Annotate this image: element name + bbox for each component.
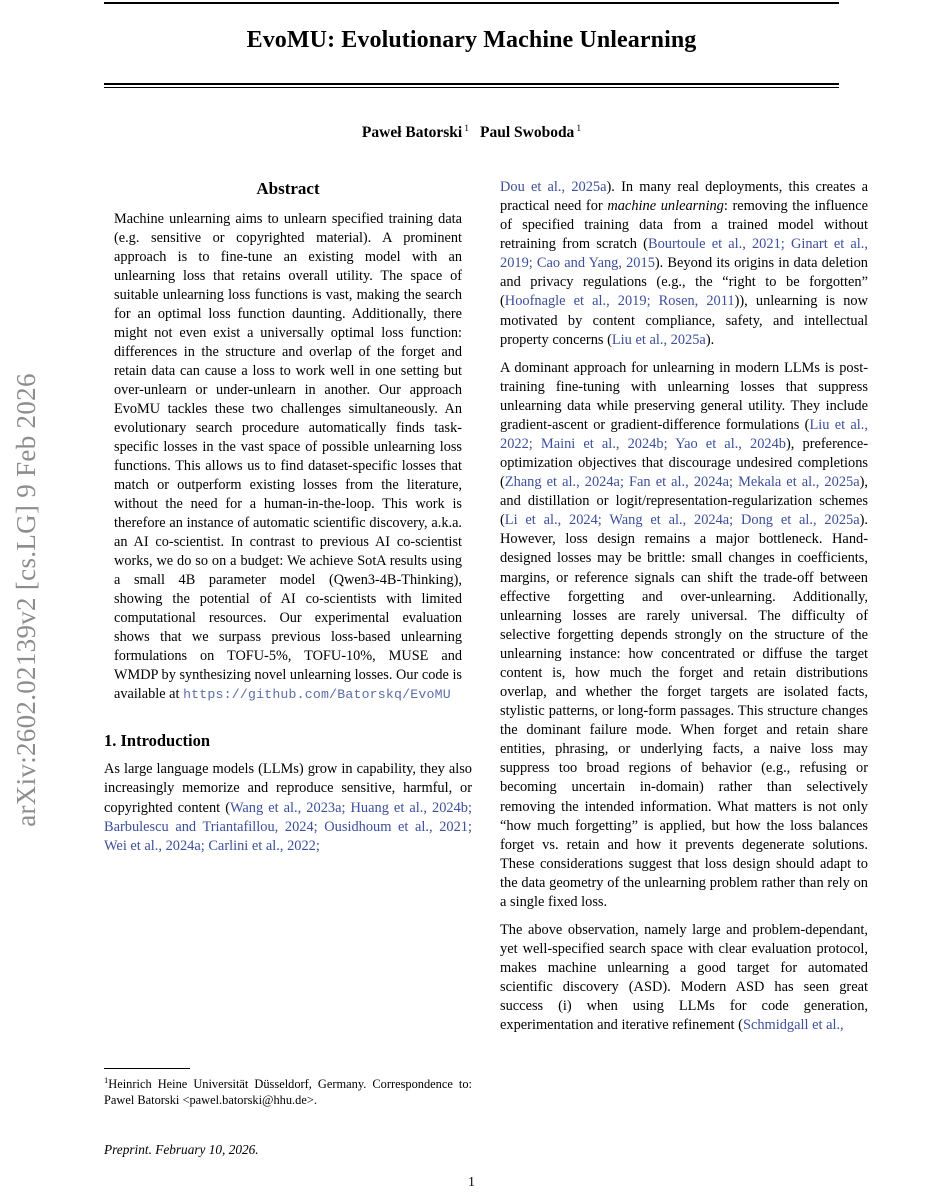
- intro-paragraph-1: [104, 760, 472, 855]
- body-text: )), unlearning is now motivated by content compliance, safety, and intellectual property concerns (: [500, 293, 868, 348]
- footnote-affiliation: Heinrich Heine Universität Düsseldorf, Germany. Correspondence to: Pawel Batorski <pawel.batorski@hhu.de>.: [104, 1077, 472, 1108]
- right-paragraph-2: [500, 359, 868, 912]
- author-affiliation-marker: 1: [464, 124, 469, 134]
- body-text: A dominant approach for unlearning in modern LLMs is post-training fine-tuning with unlearning losses that suppress unlearning data while preserving general utility. They include gradient-ascent or gradient-difference formulations (: [500, 359, 868, 433]
- header-rule-under-title-upper: [104, 83, 839, 85]
- author-name: Paul Swoboda: [479, 124, 575, 142]
- abstract-text: Machine unlearning aims to unlearn specified training data (e.g. sensitive or copyrighted material). A prominent approach is to fine-tune an existing model with an unlearning loss that retains overall utility. The space of suitable unlearning loss functions is vast, making the search for an optimal loss function daunting. Additionally, there might not even exist a universally optimal loss function: differences in the structure and overlap of the forget and retain data can cause a loss to work well in one setting but over-unlearn or under-unlearn in another. Our approach EvoMU tackles these two challenges simultaneously. An evolutionary search procedure automatically finds task-specific losses in the vast space of possible unlearning loss functions. This allows us to find dataset-specific losses that match or outperform existing losses from the literature, without the need for a human-in-the-loop. This work is therefore an instance of automatic scientific discovery, a.k.a. an AI co-scientist. In contrast to previous AI co-scientist works, we do so on a budget: We achieve SotA results using a small 4B parameter model (Qwen3-4B-Thinking), showing the potential of AI co-scientists with limited computational resources. Our experimental evaluation shows that we surpass previous loss-based unlearning formulations on TOFU-5%, TOFU-10%, MUSE and WMDP by synthesizing novel unlearning losses. Our code is available at: [114, 210, 462, 702]
- footnote-text: [104, 1075, 472, 1109]
- body-text: ), and distillation or logit/representation-regularization schemes (: [500, 474, 868, 529]
- body-text: ).: [705, 331, 715, 348]
- citation-group[interactable]: Dou et al., 2025a: [500, 179, 607, 195]
- code-url-link[interactable]: https://github.com/Batorskq/EvoMU: [183, 686, 451, 702]
- body-text: The above observation, namely large and problem-dependant, yet well-specified search space with clear evaluation protocol, makes machine unlearning a good target for automated scientific discovery (ASD). Modern ASD has seen great success (i) when using LLMs for code generation, experimentation and iterative refinement (: [500, 921, 868, 1034]
- right-column: [500, 178, 868, 1044]
- preprint-notice: Preprint. February 10, 2026.: [104, 1142, 259, 1157]
- citation-group[interactable]: Liu et al., 2025a: [611, 331, 706, 348]
- citation-group[interactable]: Hoofnagle et al., 2019; Rosen, 2011: [504, 293, 735, 310]
- abstract-heading: Abstract: [256, 179, 320, 198]
- section-heading-introduction: 1. Introduction: [104, 730, 211, 750]
- left-column: [104, 178, 472, 856]
- page-number: 1: [468, 1174, 475, 1189]
- footnote-marker: 1: [104, 1075, 109, 1085]
- body-text: ). However, loss design remains a major bottleneck. Hand-designed losses may be brittle: small changes in coefficients, margins, or reference signals can shift the trade-off between effective forgetting and over-unlearning. Additionally, unlearning losses are rarely universal. The difficulty of selective forgetting depends strongly on the structure of the unlearning instance: how concentrated or diffuse the target content is, how much the forget and retain distributions overlap, and whether the forget targets are isolated facts, stylistic patterns, or long-form passages. This structure changes the dominant failure mode. When forget and retain share entities, phrasing, or underlying facts, a naive loss may suppress too broad regions of behavior (e.g., refusing or becoming uncertain in-domain) rather than selectively removing the intended information. What matters is not only “how much forgetting” is applied, but how the loss balances forget vs. retain and how it prevents degenerate solutions. These considerations suggest that loss design should adapt to the data geometry of the unlearning problem rather than rely on a single fixed loss.: [500, 512, 868, 910]
- header-rule-top: [104, 2, 839, 4]
- body-text: ), preference-optimization objectives that discourage undesired completions (: [500, 436, 869, 491]
- footnote-separator-rule: [104, 1068, 190, 1069]
- citation-group[interactable]: Bourtoule et al., 2021; Ginart et al., 2019; Cao and Yang, 2015: [500, 236, 869, 272]
- body-text: ). Beyond its origins in data deletion and privacy regulations (e.g., the “right to be forgotten” (: [500, 255, 868, 310]
- right-paragraph-1: [500, 178, 868, 350]
- arxiv-stamp: arXiv:2602.02139v2 [cs.LG] 9 Feb 2026: [10, 373, 41, 827]
- right-paragraph-3: [500, 921, 868, 1035]
- footnote-block: [104, 1068, 472, 1109]
- page-title: EvoMU: Evolutionary Machine Unlearning: [246, 27, 697, 53]
- citation-group[interactable]: Liu et al., 2022; Maini et al., 2024b; Yao et al., 2024b: [500, 416, 868, 453]
- citation-group[interactable]: Zhang et al., 2024a; Fan et al., 2024a; Mekala et al., 2025a: [504, 474, 860, 491]
- citation-group[interactable]: Li et al., 2024; Wang et al., 2024a; Dong et al., 2025a: [504, 512, 860, 529]
- emphasis-machine-unlearning: machine unlearning: [607, 198, 724, 215]
- body-text: : removing the influence of specified training data from a trained model without retraining from scratch (: [500, 198, 868, 253]
- author-affiliation-marker: 1: [576, 124, 582, 134]
- intro-text-lead: As large language models (LLMs) grow in capability, they also increasingly memorize and reproduce sensitive, harmful, or copyrighted content (: [104, 761, 472, 816]
- author-name: Paweł Batorski: [361, 124, 463, 142]
- author-list: [104, 124, 839, 142]
- header-rule-under-title-lower: [104, 87, 839, 88]
- body-text: ). In many real deployments, this creates a practical need for: [500, 179, 869, 215]
- citation-group[interactable]: Wang et al., 2023a; Huang et al., 2024b; Barbulescu and Triantafillou, 2024; Ousidhoum et al., 2021; Wei et al., 2024a; Carlini et al., 2022;: [104, 799, 472, 854]
- abstract-body: [104, 210, 472, 704]
- citation-group[interactable]: Schmidgall et al.,: [742, 1017, 844, 1034]
